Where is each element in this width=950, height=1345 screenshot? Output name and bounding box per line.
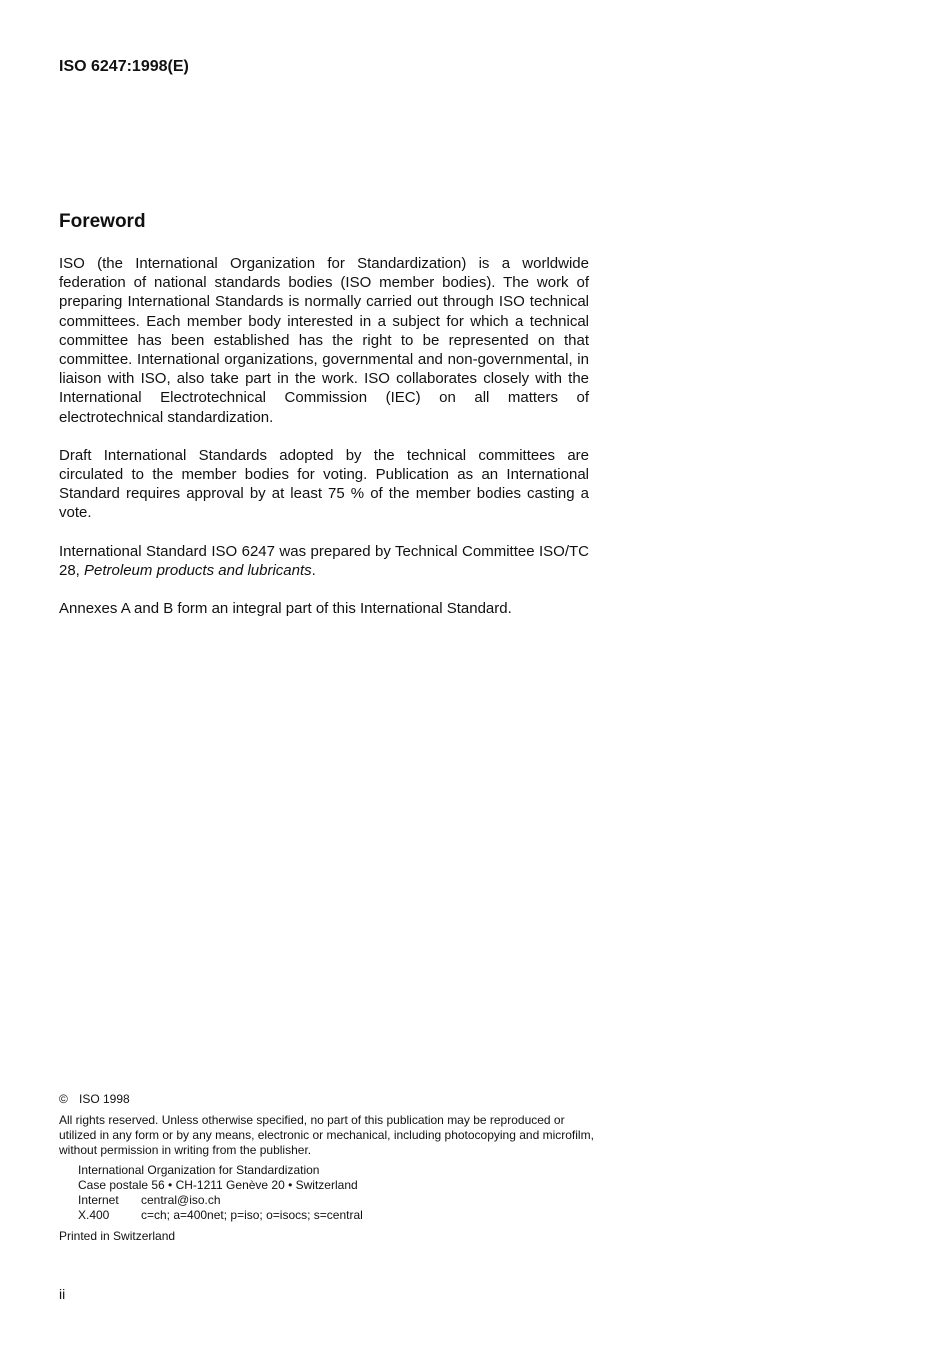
foreword-paragraph-1: ISO (the International Organization for Standardization) is a worldwide federation of national standards bodies (ISO member bodies). The work of preparing International Standards is normally carried out through ISO technical committees. Each member body interested in a subject for which a technical committee has been established has the right to be represented on that committee. International organizations, governmental and non-governmental, in liaison with ISO, also take part in the work. ISO collaborates closely with the International Electrotechnical Commission (IEC) on all matters of electrotechnical standardization. [59,255,589,426]
document-id: ISO 6247:1998(E) [59,58,189,75]
copyright-line [59,1092,599,1107]
postal-address: Case postale 56 • CH-1211 Genève 20 • Switzerland [78,1178,358,1192]
x400-value: c=ch; a=400net; p=iso; o=isocs; s=central [141,1208,363,1222]
organization-name: International Organization for Standardization [78,1163,320,1177]
committee-title: Petroleum products and lubricants [84,561,312,579]
page-number: ii [59,1286,66,1302]
internet-row [78,1193,599,1208]
x400-label: X.400 [78,1208,110,1222]
foreword-paragraph-2: Draft International Standards adopted by the technical committees are circulated to the member bodies for voting. Publication as an International Standard requires approval by at least 75 % of the member bodies casting a vote. [59,446,589,522]
copyright-block [59,1092,599,1244]
rights-notice: All rights reserved. Unless otherwise specified, no part of this publication may be reproduced or utilized in any form or by any means, electronic or mechanical, including photocopying and microfilm, without permission in writing from the publisher. [59,1113,594,1157]
x400-row [78,1208,599,1223]
foreword-body [59,254,589,637]
foreword-heading: Foreword [59,211,146,232]
internet-value: central@iso.ch [141,1193,221,1207]
prepared-by-suffix: . [311,561,316,579]
foreword-paragraph-3 [59,542,589,580]
prepared-by-text: International Standard ISO 6247 was prepared by Technical Committee ISO/TC 28, [59,542,589,579]
publisher-address [59,1163,599,1223]
copyright-year: ISO 1998 [79,1092,130,1106]
printed-in: Printed in Switzerland [59,1229,176,1243]
internet-label: Internet [78,1193,119,1207]
copyright-symbol: © [59,1092,68,1106]
annexes-paragraph: Annexes A and B form an integral part of this International Standard. [59,600,512,618]
